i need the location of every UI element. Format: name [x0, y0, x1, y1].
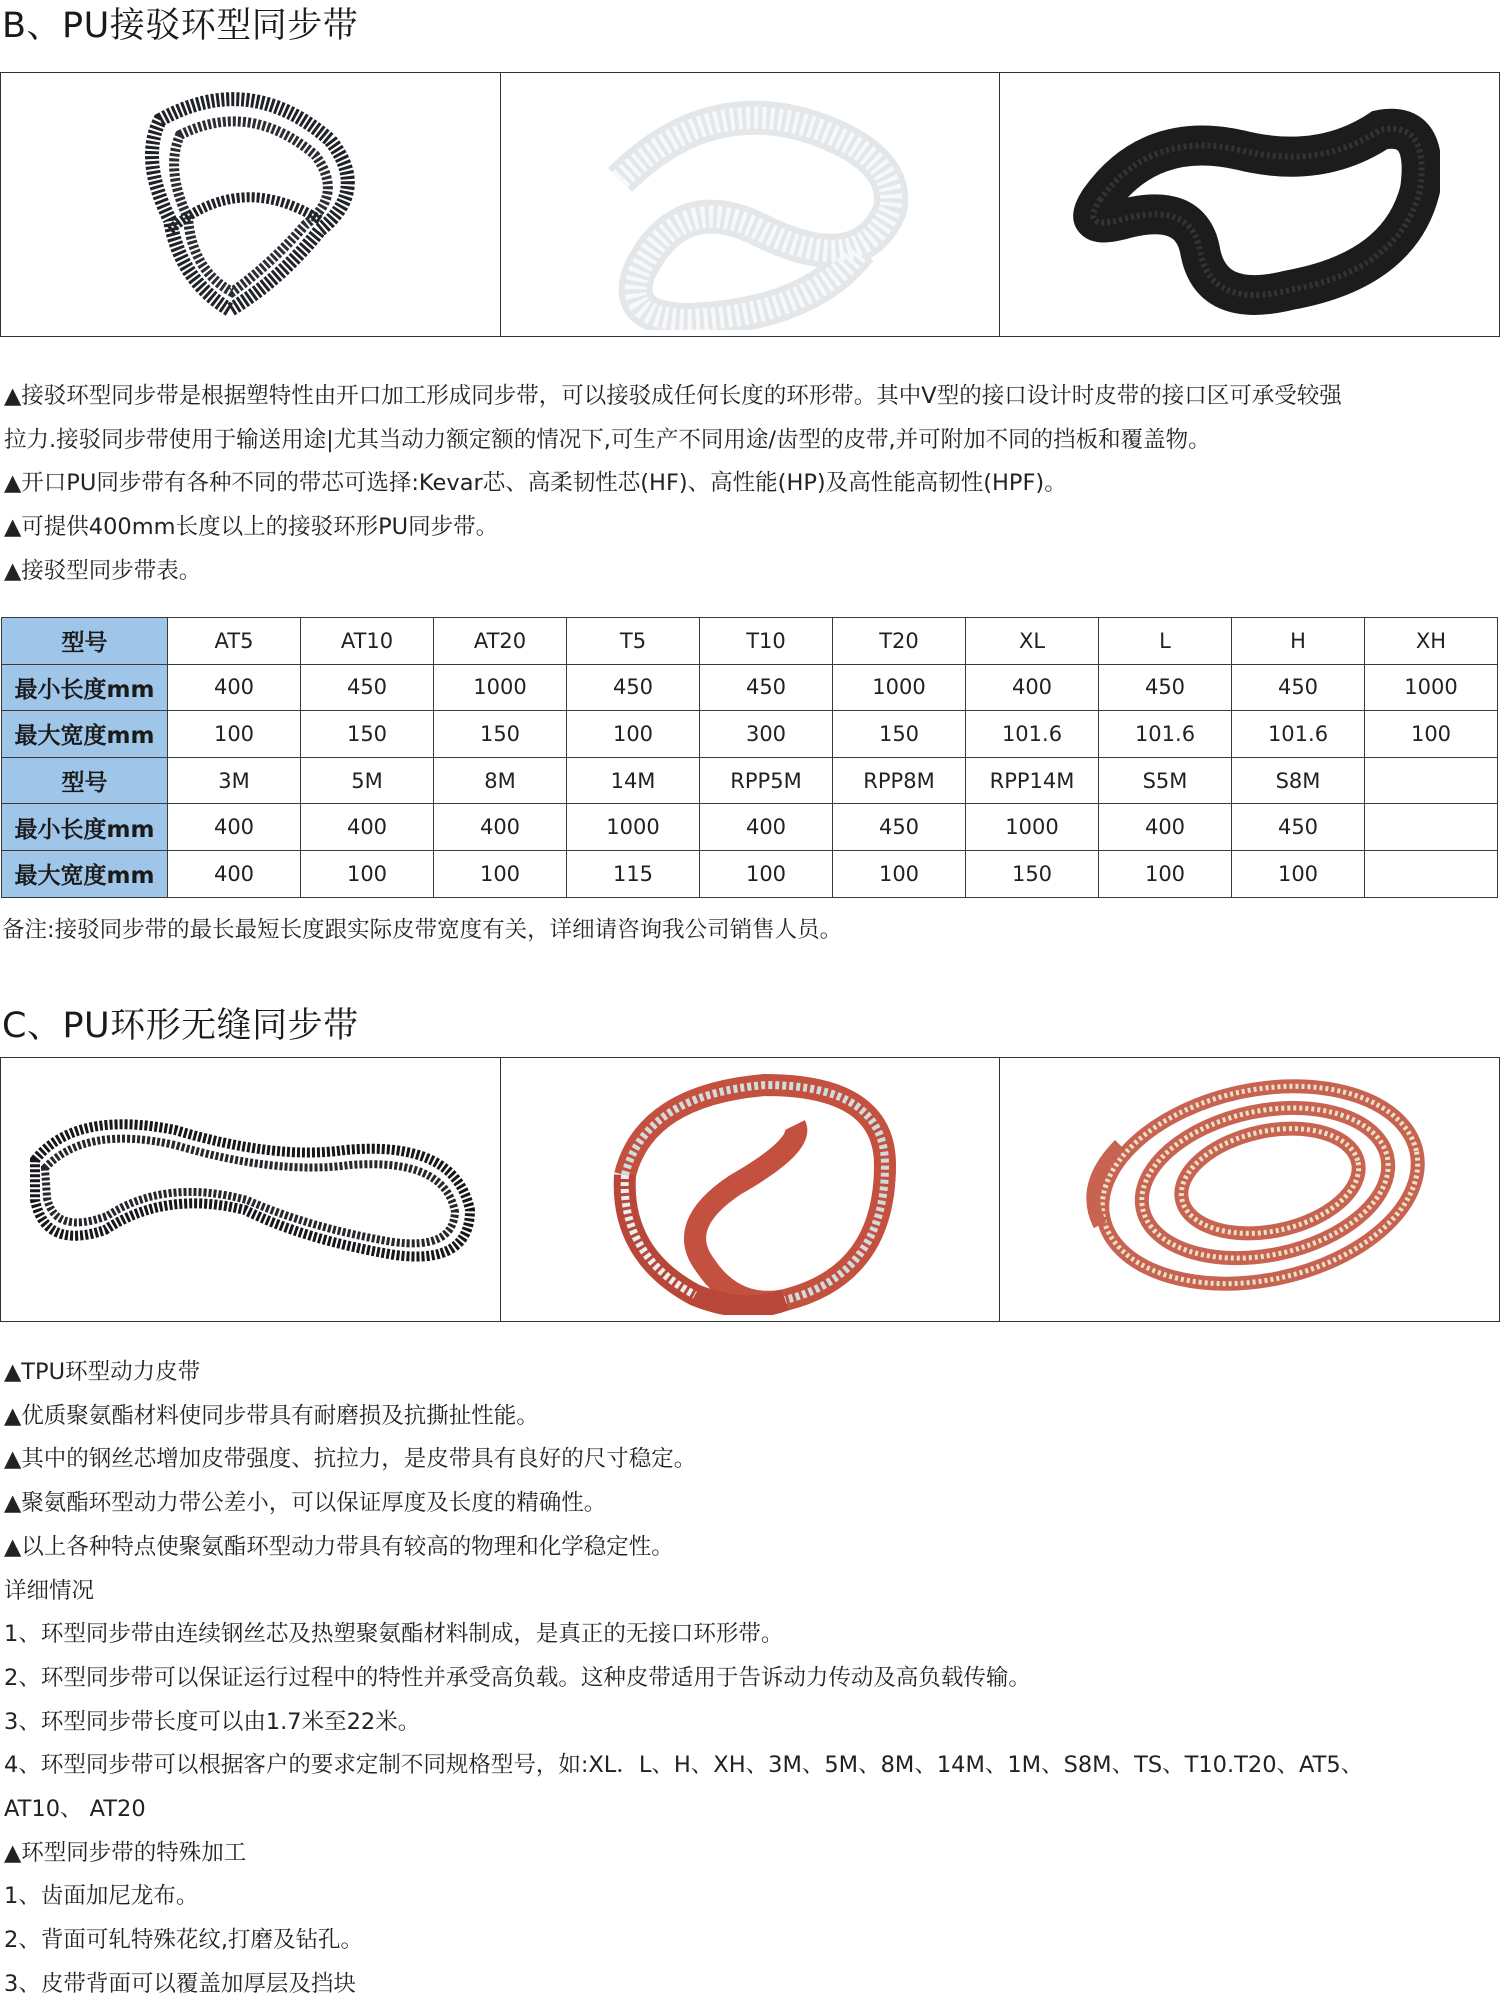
table-cell: 300 — [700, 711, 833, 758]
table-row — [2, 664, 1498, 711]
table-cell: RPP14M — [966, 757, 1099, 804]
table-cell: 400 — [700, 804, 833, 851]
row-header: 型号 — [2, 618, 168, 665]
paragraph: 3、环型同步带长度可以由1.7米至22米。 — [4, 1708, 421, 1735]
product-image-red-coiled-belt — [1000, 1058, 1499, 1321]
paragraph: ▲以上各种特点使聚氨酯环型动力带具有较高的物理和化学稳定性。 — [4, 1533, 674, 1560]
red-coiled-belt-icon — [1060, 1065, 1440, 1315]
row-header: 型号 — [2, 757, 168, 804]
table-footnote: 备注:接驳同步带的最长最短长度跟实际皮带宽度有关，详细请咨询我公司销售人员。 — [2, 917, 843, 943]
row-header: 最小长度mm — [2, 804, 168, 851]
paragraph: ▲开口PU同步带有各种不同的带芯可选择:Kevar芯、高柔韧性芯(HF)、高性能(HP)及高性能高韧性(HPF)。 — [4, 470, 1067, 497]
paragraph: ▲接驳环型同步带是根据塑特性由开口加工形成同步带，可以接驳成任何长度的环形带。其中V型的接口设计时皮带的接口区可承受较强 — [4, 383, 1342, 409]
red-coated-belt-icon — [585, 1065, 915, 1315]
black-long-loop-belt-icon — [15, 1090, 485, 1290]
product-image-black-trefoil-belt — [1, 73, 501, 336]
product-image-black-oval-belt — [1000, 73, 1499, 336]
table-cell: 400 — [168, 804, 301, 851]
section-b-description — [4, 375, 1498, 594]
table-cell: 400 — [168, 664, 301, 711]
table-row — [2, 711, 1498, 758]
paragraph: ▲优质聚氨酯材料使同步带具有耐磨损及抗撕扯性能。 — [4, 1402, 539, 1429]
paragraph: 2、环型同步带可以保证运行过程中的特性并承受高负载。这种皮带适用于告诉动力传动及高负载传输。 — [4, 1664, 1031, 1691]
table-cell: 400 — [434, 804, 567, 851]
paragraph: 拉力.接驳同步带使用于输送用途|尤其当动力额定额的情况下,可生产不同用途/齿型的皮带,并可附加不同的挡板和覆盖物。 — [4, 426, 1211, 453]
paragraph: 详细情况 — [4, 1577, 95, 1604]
table-cell: 150 — [966, 850, 1099, 897]
table-cell: 450 — [700, 664, 833, 711]
table-cell: 5M — [301, 757, 434, 804]
table-cell: 3M — [168, 757, 301, 804]
table-cell: T5 — [567, 618, 700, 665]
table-cell: 100 — [1365, 711, 1498, 758]
table-cell: 450 — [301, 664, 434, 711]
table-cell: 100 — [1232, 850, 1365, 897]
table-cell: 100 — [1099, 850, 1232, 897]
table-cell: T10 — [700, 618, 833, 665]
table-cell: 100 — [567, 711, 700, 758]
table-cell: 450 — [833, 804, 966, 851]
table-cell: 150 — [434, 711, 567, 758]
table-cell: XL — [966, 618, 1099, 665]
section-b-title: B、PU接驳环型同步带 — [2, 6, 359, 46]
section-c-image-row — [0, 1057, 1500, 1322]
paragraph: ▲TPU环型动力皮带 — [4, 1359, 201, 1385]
table-cell: 1000 — [833, 664, 966, 711]
paragraph: 1、齿面加尼龙布。 — [4, 1883, 199, 1910]
table-cell: 100 — [700, 850, 833, 897]
row-header: 最小长度mm — [2, 664, 168, 711]
section-b-image-row — [0, 72, 1500, 337]
paragraph: ▲聚氨酯环型动力带公差小，可以保证厚度及长度的精确性。 — [4, 1490, 607, 1517]
section-c-description — [4, 1351, 1498, 1994]
table-row — [2, 804, 1498, 851]
table-row — [2, 850, 1498, 897]
table-cell: RPP8M — [833, 757, 966, 804]
table-cell: S5M — [1099, 757, 1232, 804]
table-cell: 8M — [434, 757, 567, 804]
table-cell: 14M — [567, 757, 700, 804]
row-header: 最大宽度mm — [2, 850, 168, 897]
table-cell: H — [1232, 618, 1365, 665]
black-oval-belt-icon — [1060, 80, 1440, 330]
paragraph: 2、背面可轧特殊花纹,打磨及钻孔。 — [4, 1927, 363, 1954]
table-cell: RPP5M — [700, 757, 833, 804]
row-header: 最大宽度mm — [2, 711, 168, 758]
table-cell — [1365, 804, 1498, 851]
table-cell: 400 — [966, 664, 1099, 711]
white-twisted-belt-icon — [560, 80, 940, 330]
paragraph: ▲接驳型同步带表。 — [4, 557, 202, 584]
paragraph: ▲环型同步带的特殊加工 — [4, 1839, 247, 1866]
table-cell: 150 — [301, 711, 434, 758]
table-cell — [1365, 757, 1498, 804]
product-image-red-coated-belt — [501, 1058, 1001, 1321]
table-cell: 400 — [301, 804, 434, 851]
table-cell: 450 — [1099, 664, 1232, 711]
table-cell: 1000 — [434, 664, 567, 711]
table-cell: 1000 — [966, 804, 1099, 851]
paragraph: AT10、 AT20 — [4, 1796, 146, 1823]
table-cell: AT10 — [301, 618, 434, 665]
product-image-black-long-loop-belt — [1, 1058, 501, 1321]
table-cell: 100 — [168, 711, 301, 758]
table-cell: 115 — [567, 850, 700, 897]
table-cell: 100 — [434, 850, 567, 897]
table-cell: 100 — [833, 850, 966, 897]
table-cell: 100 — [301, 850, 434, 897]
paragraph: 3、皮带背面可以覆盖加厚层及挡块 — [4, 1970, 356, 1994]
spliced-belt-spec-table — [1, 617, 1498, 898]
table-cell: L — [1099, 618, 1232, 665]
table-cell: 150 — [833, 711, 966, 758]
paragraph: 4、环型同步带可以根据客户的要求定制不同规格型号，如:XL．L、H、XH、3M、5M、8M、14M、1M、S8M、TS、T10.T20、AT5、 — [4, 1752, 1364, 1779]
table-row — [2, 618, 1498, 665]
table-cell: T20 — [833, 618, 966, 665]
table-cell: 101.6 — [1099, 711, 1232, 758]
table-cell: AT5 — [168, 618, 301, 665]
black-trefoil-belt-icon — [120, 80, 380, 330]
table-cell: 1000 — [567, 804, 700, 851]
table-cell: 400 — [1099, 804, 1232, 851]
product-image-white-twisted-belt — [501, 73, 1001, 336]
table-cell — [1365, 850, 1498, 897]
table-cell: 450 — [1232, 664, 1365, 711]
paragraph: ▲其中的钢丝芯增加皮带强度、抗拉力，是皮带具有良好的尺寸稳定。 — [4, 1446, 697, 1473]
paragraph: ▲可提供400mm长度以上的接驳环形PU同步带。 — [4, 514, 499, 541]
table-row — [2, 757, 1498, 804]
table-cell: 400 — [168, 850, 301, 897]
section-c-title: C、PU环形无缝同步带 — [2, 1006, 359, 1046]
table-cell: S8M — [1232, 757, 1365, 804]
table-cell: 101.6 — [1232, 711, 1365, 758]
table-cell: AT20 — [434, 618, 567, 665]
paragraph: 1、环型同步带由连续钢丝芯及热塑聚氨酯材料制成，是真正的无接口环形带。 — [4, 1621, 784, 1648]
table-cell: 450 — [1232, 804, 1365, 851]
table-cell: 1000 — [1365, 664, 1498, 711]
table-cell: 101.6 — [966, 711, 1099, 758]
table-cell: 450 — [567, 664, 700, 711]
table-cell: XH — [1365, 618, 1498, 665]
